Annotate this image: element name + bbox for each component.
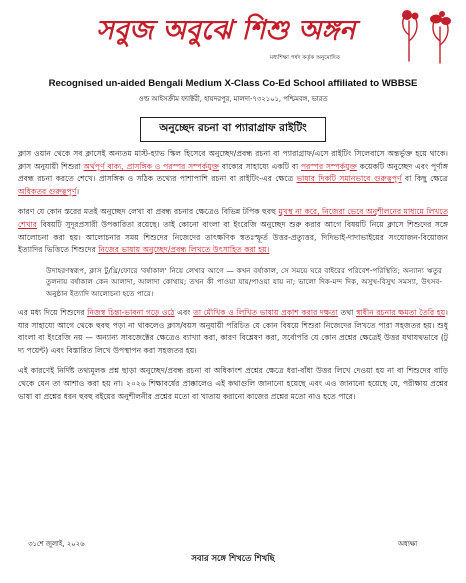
paragraph-4-text: তথা xyxy=(337,307,356,317)
highlight: নিজের ভাষায় অনুচ্ছেদ/প্রবন্ধ লিখতে উৎসাহিত করা হয়। xyxy=(98,245,270,255)
paragraph-1-text: ক্লাস ওয়ান থেকে সব ক্লাসেই অন্যতম মাস্ট-হ্যাভ স্কিল হিসেবে অনুচ্ছেদ/প্রবন্ধ রচনা বা প্যারাগ্রাফ/এসে রাইটিং সিলেবাসে অন্তর্ভুক্ত হয়ে থাকে। ক্লাস অনুযায়ী শিশুরা xyxy=(18,149,448,171)
paragraph-2 xyxy=(18,206,448,256)
page-title: অনুচ্ছেদ রচনা বা প্যারাগ্রাফ রাইটিং xyxy=(159,122,307,134)
highlight: নিজস্ব চিন্তা-ভাবনা গড়ে ওঠে xyxy=(87,307,175,317)
letterhead xyxy=(0,0,466,110)
paragraph-4-text: । যার সাহায্যে আগে থেকে হুবহু পড়া না থাকলেও ক্লাস/বয়স অনুযায়ী পরিচিত যে কোন বিষয়ে শিশুরা নিজেদের লিখতে পারা সহজতর হয়। শুধু বাংলা বা ইংরেজি নয় — অন্যান্য সাবজেক্টের ক্ষেত্রেও ব্যাখ্যা করা, কারণ বিশ্লেষণ করা, সর্বোপরি যে কোন প্রশ্নের ক্ষেত্রেই উত্তর যথাযথভাবে (টু দ্য পয়েন্ট) এবং বিস্তারিত লিখে উপস্থাপন করা সহজতর হয়। xyxy=(18,307,448,355)
paragraph-1-text: বাক্যের সাহায্যে একটি বা xyxy=(219,161,301,171)
title-box xyxy=(140,117,326,142)
paragraph-1-text: বা কিছু ক্ষেত্রে xyxy=(401,174,448,184)
recognition-line: Recognised un-aided Bengali Medium X-Class Co-Ed School affiliated to WBBSE xyxy=(48,78,418,89)
highlight: ভাষার দিকটি সমানভাবে গুরুত্বপূর্ণ xyxy=(296,174,402,184)
document-body xyxy=(18,148,448,546)
example-paragraph: উদাহরণস্বরূপ, ক্লাস টু/থ্রি/ফোরে 'বর্ষাকাল' নিয়ে লেখার আগে — কখন বর্ষাকাল, সে সময়ে ঘরে বাইরের পরিবেশ-পরিস্থিতি; অন্যান্য ঋতুর তুলনায় বর্ষাকাল কেন আলাদা, আলাদা কোথায়; তখন কী পাওয়া যায়/পাওয়া যায় না; ভালো দিক-মন্দ দিক, অসুখ-বিসুখ সমস্যা, উৎসব-অনুষ্ঠান ইত্যাদি আলোচনা হতে পারে। xyxy=(46,265,442,298)
signatory-title: অধ্যক্ষা xyxy=(398,540,418,548)
highlight: পরস্পর সম্পর্কযুক্ত xyxy=(300,161,357,171)
paragraph-2-text: কারণ যে কোন স্তরের মতই অনুচ্ছেদ লেখা বা প্রবন্ধ রচনার ক্ষেত্রেও বিভিন্ন টপিক হুবহু xyxy=(18,207,279,217)
school-name: সবুজ অবুঝে শিশু অঙ্গন xyxy=(96,15,356,46)
paragraph-1-text: কয়েকটি অনুচ্ছেদ এবং পূর্ণাঙ্গ প্রবন্ধ রচনা করতে শেখে। প্রাসঙ্গিক ও সঠিক তথ্যের পাশাপাশি রচনা বা রাইটিং-এর ক্ষেত্রে xyxy=(18,161,449,184)
highlight: তা মৌখিক ও লিখিত ভাষায় প্রকাশ করার দক্ষতা xyxy=(193,307,338,317)
paragraph-4-text: এর মধ্য দিয়ে শিশুদের xyxy=(18,307,88,317)
highlight: মুখস্থ না করে, নিজেরা ভেবে অনুশীলনের মাধ্যমে লিখতে শেখার xyxy=(18,207,448,229)
highlight: স্বাধীন রচনার ক্ষমতা তৈরি হয় xyxy=(355,307,446,317)
paragraph-1 xyxy=(18,148,448,198)
paragraph-4-text: এবং xyxy=(174,307,194,317)
school-address: ওল্ড আইসক্রীম ফ্যাক্টরী, হায়দরপুর, মালদা-৭৩২১০১, পশ্চিমবঙ্গ, ভারত xyxy=(138,95,328,103)
highlight: অর্থপূর্ণ বাক্য, প্রাসঙ্গিক ও পরস্পর সম্পর্কযুক্ত xyxy=(83,161,220,171)
school-motto: সবার সঙ্গে শিখতে শিখছি xyxy=(191,553,275,563)
paragraph-1-text: । xyxy=(76,186,80,196)
letter-date: ৩১শে জুলাই, ২০২৬ xyxy=(28,540,85,548)
paragraph-5: এই কারণেই নির্দিষ্ট তথ্যমূলক প্রশ্ন ছাড়া অনুচ্ছেদ/প্রবন্ধ রচনা বা অধিকাংশ প্রশ্নের ক্ষেত্রে ধরা-বাঁধা উত্তর লিখে দেওয়া হয় না বা শিশুদের বাড়ি থেকে যেন তা আশাও করা হয় না। ২০২৬ শিক্ষাবর্ষের প্রাক্কালেও এই কথাগুলি জানানো হয়েছে এবং এও জানানো হয়েছে যে, পরীক্ষায় প্রশ্নের ভাষা বা প্রশ্নের ধরন হুবহু বইয়ের অনুশীলনীর প্রশ্নের মতো বা খাতায় করানো কাজের প্রশ্নের মতো নাও হতে পারে। xyxy=(18,366,448,401)
paragraph-2-text: বিষয়টি সুদূরপ্রসারী উপকারিতা রয়েছে। তাই কোনো বাংলা বা ইংরেজি অনুচ্ছেদ শুরু করার আগে বিষয়টি নিয়ে ক্লাসে শিশুদের সঙ্গে আলোচনা করা হয়। আলোচনার সময় শিশুদের নিজেদের তাৎক্ষণিক স্বতঃস্ফূর্ত উত্তর-প্রত্যুত্তর, দিদিভাই-দাদাভাইয়ের সংযোজন-বিয়োজন ইত্যাদির ভিত্তিতে শিশুদের xyxy=(18,219,448,255)
approval-text: মধ্যশিক্ষা পর্ষদ কর্তৃক অনুমোদিত xyxy=(270,55,341,61)
paragraph-4 xyxy=(18,307,448,357)
highlight: অধিকতর গুরুত্বপূর্ণ xyxy=(18,186,77,196)
